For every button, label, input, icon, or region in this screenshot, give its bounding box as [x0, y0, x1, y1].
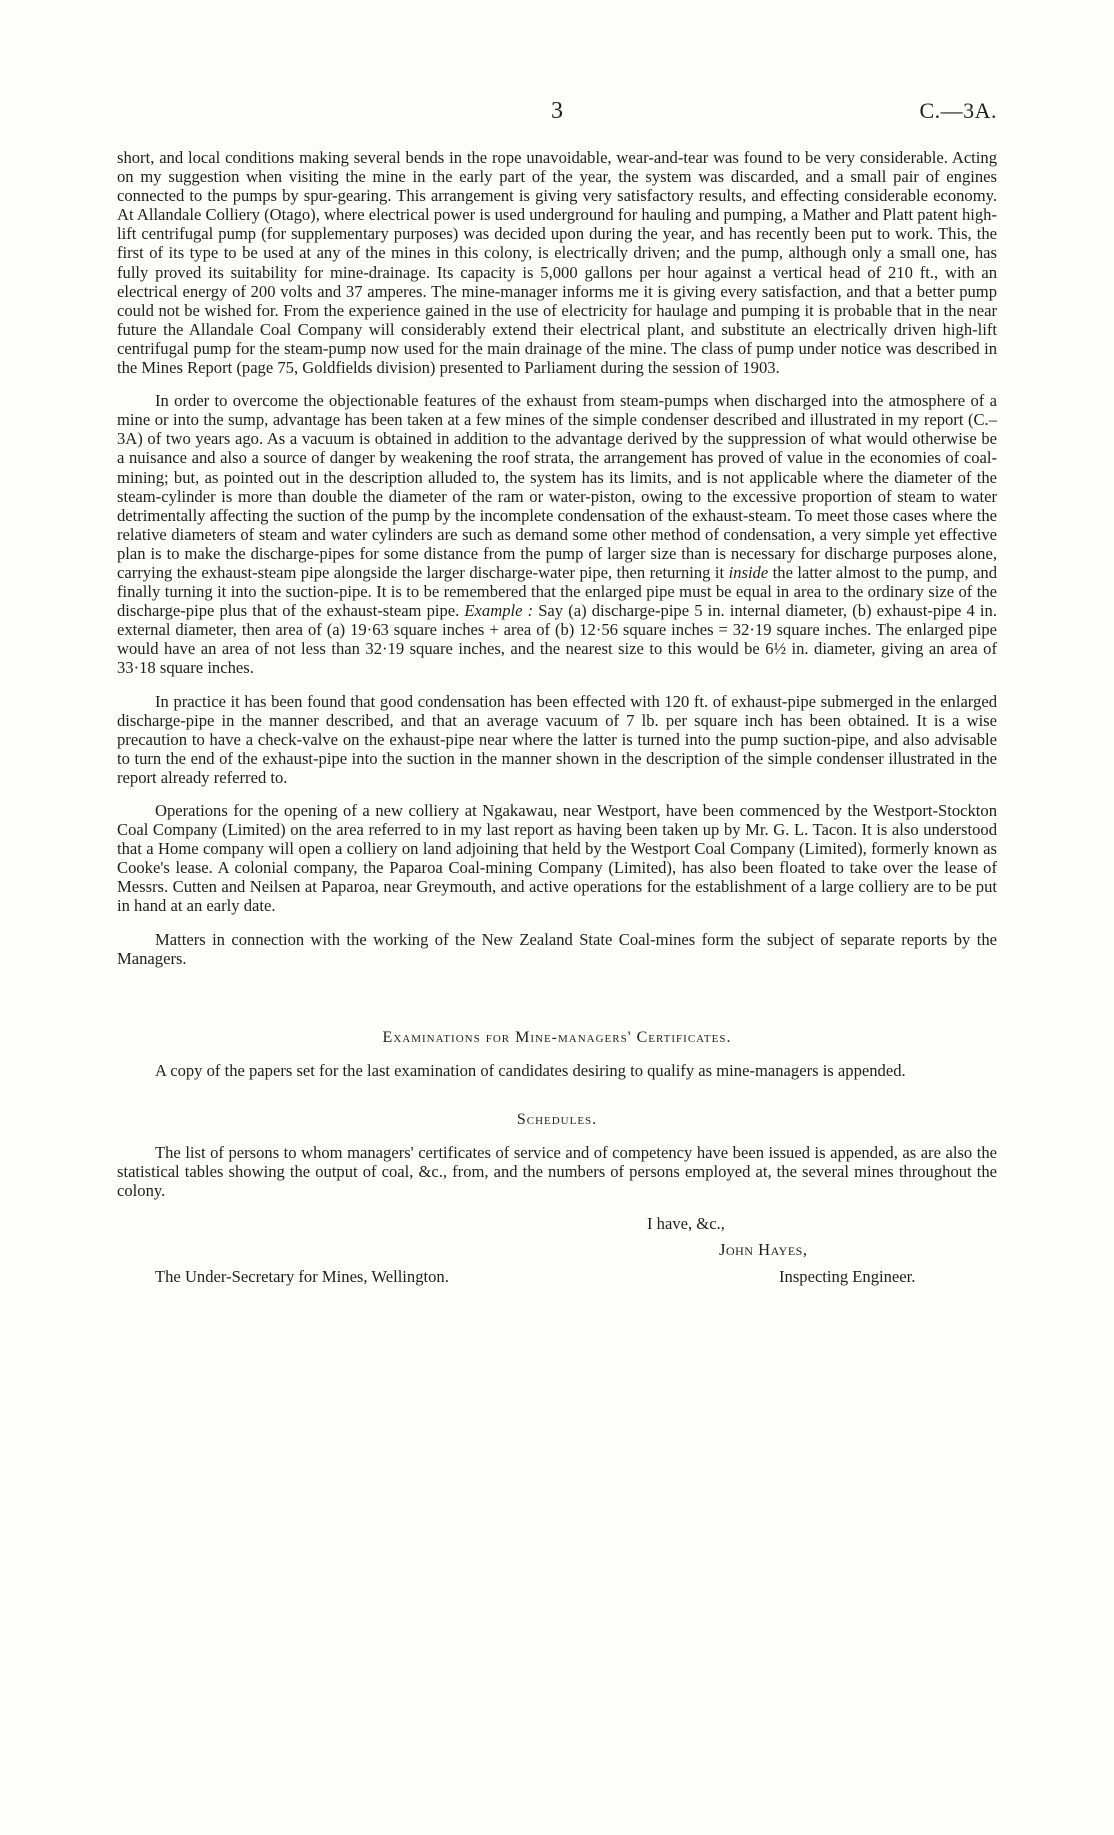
heading-examinations: Examinations for Mine-managers' Certificates.	[382, 1028, 732, 1046]
paragraph-pumps-continued: short, and local conditions making several bends in the rope unavoidable, wear-and-tear was found to be very considerable. Acting on my suggestion when visiting the mine in the early part of the year, the system was discarded, and a small pair of engines connected to the pumps by spur-gearing. This arrangement is giving very satisfactory results, and effecting considerable economy. At Allandale Colliery (Otago), where electrical power is used underground for hauling and pumping, a Mather and Platt patent high-lift centrifugal pump (for supplementary purposes) was decided upon during the year, and has recently been put to work. This, the first of its type to be used at any of the mines in this colony, is electrically driven; and the pump, although only a small one, has fully proved its suitability for mine-drainage. Its capacity is 5,000 gallons per hour against a vertical head of 210 ft., with an electrical energy of 200 volts and 37 amperes. The mine-manager informs me it is giving every satisfaction, and that a better pump could not be wished for. From the experience gained in the use of electricity for haulage and pumping it is probable that in the near future the Allandale Coal Company will considerably extend their electrical plant, and substitute an electrically driven high-lift centrifugal pump for the steam-pump now used for the main drainage of the mine. The class of pump under notice was described in the Mines Report (page 75, Goldfields division) presented to Parliament during the session of 1903.	[117, 148, 997, 378]
text-segment: In order to overcome the objectionable features of the exhaust from steam-pumps when discharged into the atmosphere of a mine or into the sump, advantage has been taken at a few mines of the simple condenser described and illustrated in my report (C.–3A) of two years ago. As a vacuum is obtained in addition to the advantage derived by the suppression of what would otherwise be a nuisance and also a source of danger by weakening the roof strata, the arrangement has proved of value in the economies of coal-mining; but, as pointed out in the description alluded to, the system has its limits, and is not applicable where the diameter of the steam-cylinder is more than double the diameter of the ram or water-piston, owing to the excessive proportion of steam to water detrimentally affecting the suction of the pump by the incomplete condensation of the exhaust-steam. To meet those cases where the relative diameters of steam and water cylinders are such as demand some other method of condensation, a very simple yet effective plan is to make the discharge-pipes for some distance from the pump of larger size than is necessary for discharge purposes alone, carrying the exhaust-steam pipe alongside the larger discharge-water pipe, then returning it	[117, 391, 997, 582]
italic-inside: inside	[728, 562, 769, 582]
text-segment: Say (a) discharge-pipe 5 in. internal diameter, (b) exhaust-pipe 4 in. external diameter, then area of (a) 19·63 square inches + area of (b) 12·56 square inches = 32·19 square inches. The enlarged pipe would have an area of not less than 32·19 square inches, and the nearest size to this would be 6½ in. diameter, giving an area of 33·18 square inches.	[117, 601, 997, 678]
paper-reference: C.—3A.	[919, 98, 997, 123]
signatory-name: John Hayes,	[719, 1240, 808, 1260]
addressee: The Under-Secretary for Mines, Wellington.	[155, 1267, 449, 1287]
paragraph-new-collieries: Operations for the opening of a new colliery at Ngakawau, near Westport, have been commenced by the Westport-Stockton Coal Company (Limited) on the area referred to in my last report as having been taken up by Mr. G. L. Tacon. It is also understood that a Home company will open a colliery on land adjoining that held by the Westport Coal Company (Limited), formerly known as Cooke's lease. A colonial company, the Paparoa Coal-mining Company (Limited), has also been floated to take over the lease of Messrs. Cutten and Neilsen at Paparoa, near Greymouth, and active operations for the establishment of a large colliery are to be put in hand at an early date.	[117, 801, 997, 916]
page-number: 3	[551, 98, 563, 124]
paragraph-schedules: The list of persons to whom managers' certificates of service and of competency have been issued is appended, as are also the statistical tables showing the output of coal, &c., from, and the numbers of persons employed at, the several mines throughout the colony.	[117, 1143, 997, 1201]
text-segment: the latter almost to the pump, and finally turning it into the suction-pipe. It is to be remembered that the enlarged pipe must be equal in area to the ordinary size of the discharge-pipe plus that of the exhaust-steam pipe.	[117, 562, 998, 621]
signatory-title: Inspecting Engineer.	[779, 1267, 916, 1287]
page-header	[117, 98, 997, 128]
paragraph-state-mines: Matters in connection with the working of the New Zealand State Coal-mines form the subject of separate reports by the Managers.	[117, 929, 997, 968]
paragraph-examinations: A copy of the papers set for the last examination of candidates desiring to qualify as mine-managers is appended.	[155, 1060, 906, 1080]
paragraph-exhaust-condensation	[117, 391, 997, 677]
paragraph-practice: In practice it has been found that good condensation has been effected with 120 ft. of exhaust-pipe submerged in the enlarged discharge-pipe in the manner described, and that an average vacuum of 7 lb. per square inch has been obtained. It is a wise precaution to have a check-valve on the exhaust-pipe near where the latter is turned into the pump suction-pipe, and also advisable to turn the end of the exhaust-pipe into the suction in the manner shown in the description of the simple condenser illustrated in the report already referred to.	[117, 691, 997, 787]
italic-example: Example :	[464, 601, 534, 621]
closing-line: I have, &c.,	[647, 1214, 725, 1234]
signoff-block	[117, 1214, 997, 1310]
heading-schedules: Schedules.	[516, 1110, 598, 1128]
report-body	[117, 148, 997, 1310]
